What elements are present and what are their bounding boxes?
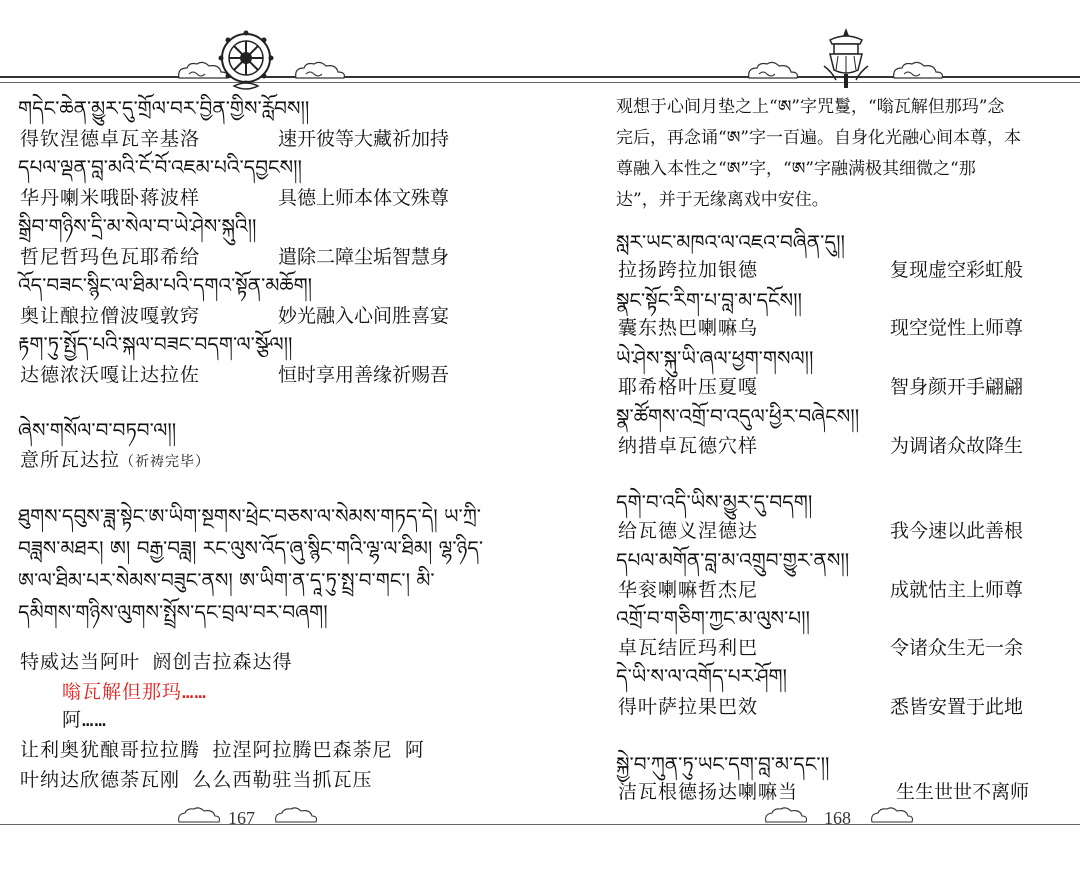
chinese-line: 复现虚空彩虹般 bbox=[890, 259, 1024, 281]
closing-note: （祈祷完毕） bbox=[120, 454, 211, 470]
chinese-line: 成就怙主上师尊 bbox=[890, 579, 1024, 601]
intro-line: 达”，并于无缘离戏中安住。 bbox=[616, 190, 829, 210]
tibetan-line: སྐྱེ་བ་ཀུན་ཏུ་ཡང་དག་བླ་མ་དང་།། bbox=[616, 752, 830, 776]
right-page bbox=[540, 0, 1080, 888]
tibetan-line: འོད་བཟང་སྙིང་ལ་ཐིམ་པའི་དགའ་སྟོན་མཆོག། bbox=[18, 273, 313, 297]
mantra-line: 特威达当阿叶 阏创吉拉森达得 bbox=[20, 651, 293, 673]
tibetan-paragraph-line: བཟླས་མཐར། ཨ། བརྒྱ་བཟླ། རང་ལུས་འོད་ཞུ་སྙིང་གའི་ལྷ་ལ་ཐིམ། ལྷ་ཉིད་ bbox=[18, 536, 484, 560]
dharma-wheel-icon bbox=[214, 28, 278, 92]
cloud-scroll-icon bbox=[292, 60, 348, 82]
chinese-line: 速开彼等大藏祈加持 bbox=[278, 128, 450, 150]
chinese-line: 生生世世不离师 bbox=[896, 781, 1030, 803]
final-line: 叶纳达欣德荼瓦刚 么么西勒驻当抓瓦压 bbox=[20, 769, 373, 791]
tibetan-line: དཔལ་ལྡན་བླ་མའི་ངོ་བོ་འཇམ་པའི་དབྱངས།། bbox=[18, 155, 302, 179]
cloud-scroll-icon bbox=[890, 60, 946, 82]
pinyin-line: 给瓦德义涅德达 bbox=[618, 520, 759, 542]
tibetan-line: ཞེས་གསོལ་བ་བཏབ་ལ།། bbox=[18, 418, 177, 442]
tibetan-line: སྣང་སྟོང་རིག་པ་བླ་མ་དངོས།། bbox=[616, 288, 802, 312]
intro-line: 观想于心间月垫之上“ཨ”字咒鬘，“嗡瓦解但那玛”念 bbox=[616, 97, 1005, 117]
intro-line: 尊融入本性之“ཨ”字，“ཨ”字融满极其细微之“那 bbox=[616, 159, 976, 179]
page-number: 168 bbox=[824, 808, 851, 828]
tibetan-line: དེ་ཡི་ས་ལ་འགོད་པར་ཤོག། bbox=[616, 664, 787, 688]
tibetan-line: རྟག་ཏུ་སྤྱོད་པའི་སྐལ་བཟང་བདག་ལ་སྩོལ།། bbox=[18, 332, 293, 356]
cloud-scroll-icon bbox=[868, 806, 916, 826]
victory-banner-icon bbox=[816, 26, 876, 92]
chinese-line: 悉皆安置于此地 bbox=[890, 696, 1024, 718]
pinyin-line: 华丹喇米哦卧蒋波样 bbox=[20, 187, 201, 209]
pinyin-line: 卓瓦结匠玛利巴 bbox=[618, 637, 759, 659]
pinyin-line: 得钦涅德卓瓦辛基洛 bbox=[20, 128, 201, 150]
chinese-line: 我今速以此善根 bbox=[890, 520, 1024, 542]
tibetan-line: སྒྲིབ་གཉིས་དྲི་མ་སེལ་བ་ཡེ་ཤེས་སྐུའི།། bbox=[18, 214, 257, 238]
pinyin-line: 达德浓沃嘎让达拉佐 bbox=[20, 364, 201, 386]
header-rule bbox=[540, 76, 1080, 78]
tibetan-paragraph-line: ཐུགས་དབུས་ཟླ་སྟེང་ཨ་ཡིག་སྔགས་ཕྲེང་བཅས་ལ་སེམས་གཏད་དེ། ཡ་ཀྲི་ bbox=[18, 504, 481, 528]
tibetan-paragraph-line: ཨ་ལ་ཐིམ་པར་སེམས་བཟུང་ནས། ཨ་ཡིག་ན་དཱ་ཏུ་སྤྲ་བ་གང་། མི་ bbox=[18, 568, 435, 592]
cloud-scroll-icon bbox=[762, 806, 810, 826]
tibetan-line: གདེང་ཆེན་མྱུར་དུ་གྲོལ་བར་བྱིན་གྱིས་རློབས།། bbox=[18, 96, 310, 120]
pinyin-line: 奥让酿拉僧波嘎敦窍 bbox=[20, 305, 201, 327]
chinese-line: 具德上师本体文殊尊 bbox=[278, 187, 450, 209]
tibetan-line: འགྲོ་བ་གཅིག་ཀྱང་མ་ལུས་པ།། bbox=[616, 606, 810, 630]
footer-rule bbox=[540, 824, 1080, 825]
pinyin-line: 华衮喇嘛哲杰尼 bbox=[618, 579, 759, 601]
chinese-line: 遣除二障尘垢智慧身 bbox=[278, 246, 450, 268]
final-line: 让利奥犹酿哥拉拉腾 拉涅阿拉腾巴森荼尼 阿 bbox=[20, 739, 425, 761]
mantra-a-line: 阿…… bbox=[62, 709, 107, 731]
pinyin-line: 耶希格叶压夏嘎 bbox=[618, 376, 759, 398]
cloud-scroll-icon bbox=[745, 60, 801, 82]
chinese-line: 为调诸众故降生 bbox=[890, 435, 1024, 457]
page-number: 167 bbox=[228, 808, 255, 828]
pinyin-line: 哲尼哲玛色瓦耶希给 bbox=[20, 246, 201, 268]
cloud-scroll-icon bbox=[272, 806, 320, 826]
footer-rule bbox=[0, 824, 540, 825]
chinese-line: 智身颜开手翩翩 bbox=[890, 376, 1024, 398]
pinyin-line: 囊东热巴喇嘛乌 bbox=[618, 317, 759, 339]
tibetan-line: སྣ་ཚོགས་འགྲོ་བ་འདུལ་ཕྱིར་བཞེངས།། bbox=[616, 404, 860, 428]
tibetan-paragraph-line: དམིགས་གཉིས་ལུགས་སྤྲོས་དང་བྲལ་བར་བཞག། bbox=[18, 600, 328, 624]
cloud-scroll-icon bbox=[175, 806, 223, 826]
pinyin-line: 纳措卓瓦德穴样 bbox=[618, 435, 759, 457]
chinese-line: 令诸众生无一余 bbox=[890, 637, 1024, 659]
pinyin-line bbox=[20, 448, 210, 474]
pinyin-line: 洁瓦根德扬达喇嘛当 bbox=[618, 781, 799, 803]
chinese-line: 妙光融入心间胜喜宴 bbox=[278, 305, 450, 327]
pinyin-line: 拉扬跨拉加银德 bbox=[618, 259, 759, 281]
chinese-line: 恒时享用善缘祈赐吾 bbox=[278, 364, 450, 386]
tibetan-line: དགེ་བ་འདི་ཡིས་མྱུར་དུ་བདག། bbox=[616, 490, 813, 514]
pinyin-line: 得叶萨拉果巴效 bbox=[618, 696, 759, 718]
tibetan-line: དཔལ་མགོན་བླ་མ་འགྲུབ་གྱུར་ནས།། bbox=[616, 548, 850, 572]
intro-line: 完后，再念诵“ཨ”字一百遍。自身化光融心间本尊，本 bbox=[616, 128, 1021, 148]
tibetan-line: ཡེ་ཤེས་སྐུ་ཡི་ཞལ་ཕྱག་གསལ།། bbox=[616, 346, 814, 370]
header-rule-thin bbox=[540, 82, 1080, 83]
tibetan-line: སླར་ཡང་མཁའ་ལ་འཇའ་བཞིན་དུ།། bbox=[616, 230, 845, 254]
mantra-red-line: 嗡瓦解但那玛…… bbox=[62, 681, 207, 703]
closing-pinyin: 意所瓦达拉 bbox=[20, 449, 121, 471]
chinese-line: 现空觉性上师尊 bbox=[890, 317, 1024, 339]
